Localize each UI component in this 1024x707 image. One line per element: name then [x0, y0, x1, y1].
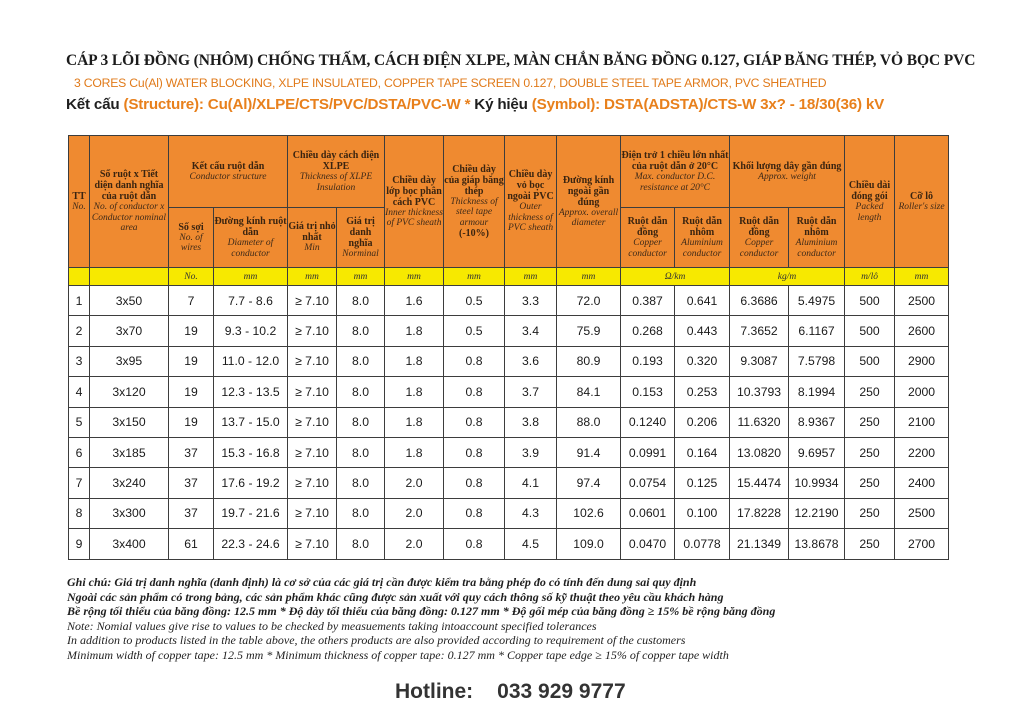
table-cell: ≥ 7.10	[288, 529, 337, 559]
table-row	[69, 437, 949, 467]
table-cell: 3.8	[505, 407, 557, 437]
table-cell: 7	[69, 468, 90, 498]
table-cell: 37	[169, 468, 214, 498]
table-cell: 9.3 - 10.2	[214, 316, 288, 346]
table-cell: 2000	[895, 377, 949, 407]
col-xlpe-nom: Giá trị danh nghĩa Norminal	[337, 208, 385, 268]
table-cell: 3x150	[90, 407, 169, 437]
table-cell: 61	[169, 529, 214, 559]
table-cell: 17.6 - 19.2	[214, 468, 288, 498]
table-cell: 3x185	[90, 437, 169, 467]
unit-cell	[69, 268, 90, 286]
table-cell: 6.1167	[789, 316, 845, 346]
symbol-value: DSTA(ADSTA)/CTS-W 3x? - 18/30(36) kV	[604, 96, 885, 113]
table-cell: 0.253	[675, 377, 730, 407]
table-cell: 500	[845, 346, 895, 376]
table-cell: 0.193	[621, 346, 675, 376]
table-cell: 109.0	[557, 529, 621, 559]
table-cell: 3.6	[505, 346, 557, 376]
unit-cell: mm	[337, 268, 385, 286]
table-cell: 7.5798	[789, 346, 845, 376]
table-cell: ≥ 7.10	[288, 286, 337, 316]
table-cell: 1	[69, 286, 90, 316]
table-cell: 9.6957	[789, 437, 845, 467]
table-cell: 21.1349	[730, 529, 789, 559]
table-cell: 37	[169, 437, 214, 467]
header-row-1	[69, 136, 949, 208]
note-vi-2: Ngoài các sản phẩm có trong bảng, các sản phẩm khác cũng được sản xuất với quy cách thông số kỹ thuật theo yêu cầu khách hàng	[67, 589, 724, 604]
table-cell: 0.0601	[621, 498, 675, 528]
unit-cell: mm	[557, 268, 621, 286]
table-cell: 19	[169, 346, 214, 376]
table-cell: 8	[69, 498, 90, 528]
table-cell: 6.3686	[730, 286, 789, 316]
note-vi-3: Bề rộng tối thiểu của băng đồng: 12.5 mm * Độ dày tối thiểu của băng đồng: 0.127 mm * Độ gối mép của băng đồng ≥ 15% bề rộng băng đồng	[67, 604, 776, 619]
hotline-number[interactable]: 033 929 9777	[497, 680, 626, 703]
table-cell: 17.8228	[730, 498, 789, 528]
table-cell: 8.0	[337, 286, 385, 316]
table-cell: 0.8	[444, 529, 505, 559]
table-cell: 250	[845, 377, 895, 407]
table-cell: 0.8	[444, 346, 505, 376]
table-cell: 1.8	[385, 346, 444, 376]
table-cell: 80.9	[557, 346, 621, 376]
unit-cell: mm	[288, 268, 337, 286]
symbol-label-en: (Symbol):	[531, 96, 605, 113]
table-row	[69, 529, 949, 559]
table-cell: 0.5	[444, 316, 505, 346]
table-cell: 4.5	[505, 529, 557, 559]
table-cell: 13.7 - 15.0	[214, 407, 288, 437]
table-cell: 2.0	[385, 468, 444, 498]
table-cell: 10.9934	[789, 468, 845, 498]
col-size: Số ruột x Tiết diện danh nghĩa của ruột dẫn No. of conductor x Conductor nominal area	[90, 136, 169, 268]
col-inner: Chiều dày lớp bọc phân cách PVC Inner thickness of PVC sheath	[385, 136, 444, 268]
table-cell: 0.153	[621, 377, 675, 407]
table-cell: 0.8	[444, 468, 505, 498]
table-cell: 0.5	[444, 286, 505, 316]
table-row	[69, 468, 949, 498]
table-cell: 91.4	[557, 437, 621, 467]
table-cell: 4.3	[505, 498, 557, 528]
symbol-label: Ký hiệu	[474, 96, 532, 113]
table-cell: 2500	[895, 286, 949, 316]
table-cell: 0.0778	[675, 529, 730, 559]
table-cell: 1.8	[385, 407, 444, 437]
col-roller: Cỡ lô Roller's size	[895, 136, 949, 268]
unit-cell	[90, 268, 169, 286]
structure-line	[66, 96, 884, 113]
table-cell: 1.8	[385, 316, 444, 346]
unit-cell: mm	[385, 268, 444, 286]
table-cell: ≥ 7.10	[288, 437, 337, 467]
table-cell: 3x50	[90, 286, 169, 316]
table-cell: 19	[169, 407, 214, 437]
table-cell: 2.0	[385, 498, 444, 528]
page-subtitle: 3 CORES Cu(Al) WATER BLOCKING, XLPE INSULATED, COPPER TAPE SCREEN 0.127, DOUBLE STEEL TAPE ARMOR, PVC SHEATHED	[74, 76, 827, 90]
table-cell: 75.9	[557, 316, 621, 346]
note-en-1: Note: Nomial values give rise to values to be checked by measuements taking intoaccount specified tolerances	[67, 618, 597, 633]
table-cell: 2200	[895, 437, 949, 467]
note-vi-1: Ghi chú: Giá trị danh nghĩa (danh định) là cơ sở của các giá trị cần được kiểm tra bằng phép đo có tính đến dung sai quy định	[67, 575, 697, 589]
table-cell: 8.1994	[789, 377, 845, 407]
col-od: Đường kính ngoài gần đúng Approx. overall diameter	[557, 136, 621, 268]
table-cell: 84.1	[557, 377, 621, 407]
unit-cell: mm	[214, 268, 288, 286]
col-outer: Chiều dày vỏ bọc ngoài PVC Outer thickness of PVC sheath	[505, 136, 557, 268]
table-cell: 8.9367	[789, 407, 845, 437]
page-title: CÁP 3 LÕI ĐỒNG (NHÔM) CHỐNG THẤM, CÁCH ĐIỆN XLPE, MÀN CHẮN BĂNG ĐỒNG 0.127, GIÁP BĂNG THÉP, VỎ BỌC PVC	[66, 52, 976, 69]
table-cell: 3x95	[90, 346, 169, 376]
table-cell: 12.2190	[789, 498, 845, 528]
table-cell: 7.7 - 8.6	[214, 286, 288, 316]
table-cell: 8.0	[337, 377, 385, 407]
table-cell: 2.0	[385, 529, 444, 559]
table-cell: 0.8	[444, 498, 505, 528]
table-cell: 10.3793	[730, 377, 789, 407]
table-cell: 8.0	[337, 437, 385, 467]
table-cell: 12.3 - 13.5	[214, 377, 288, 407]
table-cell: 0.8	[444, 377, 505, 407]
table-cell: 0.641	[675, 286, 730, 316]
col-resist-al: Ruột dẫn nhôm Aluminium conductor	[675, 208, 730, 268]
col-weight: Khối lượng dây gần đúng Approx. weight	[730, 136, 845, 208]
table-cell: 5	[69, 407, 90, 437]
table-cell: 72.0	[557, 286, 621, 316]
table-cell: 102.6	[557, 498, 621, 528]
table-cell: 19	[169, 377, 214, 407]
table-cell: 0.443	[675, 316, 730, 346]
structure-value: Cu(Al)/XLPE/CTS/PVC/DSTA/PVC-W *	[207, 96, 475, 113]
table-cell: 0.8	[444, 407, 505, 437]
table-cell: 4.1	[505, 468, 557, 498]
table-cell: ≥ 7.10	[288, 407, 337, 437]
table-cell: 250	[845, 468, 895, 498]
table-cell: 0.100	[675, 498, 730, 528]
table-cell: 13.8678	[789, 529, 845, 559]
table-cell: 500	[845, 316, 895, 346]
col-xlpe-min: Giá trị nhỏ nhất Min	[288, 208, 337, 268]
table-cell: 3	[69, 346, 90, 376]
table-cell: 7.3652	[730, 316, 789, 346]
table-cell: 2	[69, 316, 90, 346]
table-cell: 1.6	[385, 286, 444, 316]
table-cell: 250	[845, 529, 895, 559]
table-cell: 4	[69, 377, 90, 407]
unit-cell: m/lô	[845, 268, 895, 286]
table-cell: 0.0991	[621, 437, 675, 467]
table-cell: 15.3 - 16.8	[214, 437, 288, 467]
table-cell: 2400	[895, 468, 949, 498]
table-cell: 9.3087	[730, 346, 789, 376]
table-cell: 3x70	[90, 316, 169, 346]
table-cell: ≥ 7.10	[288, 346, 337, 376]
unit-cell: Ω/km	[621, 268, 730, 286]
col-resist-cu: Ruột dẫn đồng Copper conductor	[621, 208, 675, 268]
table-row	[69, 316, 949, 346]
hotline-label: Hotline:	[395, 680, 474, 703]
table-cell: 8.0	[337, 468, 385, 498]
table-cell: 0.206	[675, 407, 730, 437]
table-cell: 88.0	[557, 407, 621, 437]
table-cell: 3x300	[90, 498, 169, 528]
table-cell: 37	[169, 498, 214, 528]
table-cell: 3x240	[90, 468, 169, 498]
col-armour: Chiều dày của giáp băng thép Thickness of steel tape armour (-10%)	[444, 136, 505, 268]
table-row	[69, 377, 949, 407]
table-cell: 1.8	[385, 437, 444, 467]
table-cell: 19	[169, 316, 214, 346]
table-cell: 0.8	[444, 437, 505, 467]
table-cell: 250	[845, 437, 895, 467]
col-weight-cu: Ruột dẫn đồng Copper conductor	[730, 208, 789, 268]
table-row	[69, 286, 949, 316]
table-cell: 97.4	[557, 468, 621, 498]
col-weight-al: Ruột dẫn nhôm Aluminium conductor	[789, 208, 845, 268]
table-cell: 0.320	[675, 346, 730, 376]
table-row	[69, 498, 949, 528]
table-cell: 0.164	[675, 437, 730, 467]
col-packed: Chiều dài đóng gói Packed length	[845, 136, 895, 268]
table-cell: 8.0	[337, 529, 385, 559]
specification-table	[68, 135, 949, 560]
table-cell: 2500	[895, 498, 949, 528]
hotline	[395, 680, 626, 704]
table-cell: 11.0 - 12.0	[214, 346, 288, 376]
structure-label: Kết cấu	[66, 96, 124, 113]
col-xlpe: Chiều dày cách điện XLPE Thickness of XLPE Insulation	[288, 136, 385, 208]
table-row	[69, 407, 949, 437]
table-cell: 13.0820	[730, 437, 789, 467]
table-cell: 0.1240	[621, 407, 675, 437]
table-cell: 2100	[895, 407, 949, 437]
table-cell: 0.125	[675, 468, 730, 498]
note-en-3: Minimum width of copper tape: 12.5 mm * Minimum thickness of copper tape: 0.127 mm * Copper tape edge ≥ 15% of copper tape width	[67, 647, 729, 662]
table-cell: 5.4975	[789, 286, 845, 316]
table-cell: 7	[169, 286, 214, 316]
table-cell: 15.4474	[730, 468, 789, 498]
unit-cell: No.	[169, 268, 214, 286]
note-en-2: In addition to products listed in the table above, the others products are also provided according to requirement of the customers	[67, 633, 686, 648]
table-cell: 0.268	[621, 316, 675, 346]
table-cell: 3x400	[90, 529, 169, 559]
table-cell: 8.0	[337, 498, 385, 528]
unit-cell: mm	[505, 268, 557, 286]
table-cell: 3.9	[505, 437, 557, 467]
table-cell: 250	[845, 498, 895, 528]
table-cell: 3.3	[505, 286, 557, 316]
table-cell: 500	[845, 286, 895, 316]
table-cell: 0.0470	[621, 529, 675, 559]
table-cell: 2700	[895, 529, 949, 559]
col-resistance: Điện trở 1 chiều lớn nhất của ruột dẫn ở 20°C Max. conductor D.C. resistance at 20°C	[621, 136, 730, 208]
table-cell: 3.7	[505, 377, 557, 407]
unit-cell: kg/m	[730, 268, 845, 286]
table-cell: 8.0	[337, 316, 385, 346]
table-cell: 3.4	[505, 316, 557, 346]
col-diameter: Đường kính ruột dẫn Diameter of conductor	[214, 208, 288, 268]
col-structure: Kết cấu ruột dẫn Conductor structure	[169, 136, 288, 208]
table-cell: 22.3 - 24.6	[214, 529, 288, 559]
table-cell: ≥ 7.10	[288, 377, 337, 407]
unit-cell: mm	[895, 268, 949, 286]
table-row	[69, 346, 949, 376]
table-cell: 0.0754	[621, 468, 675, 498]
col-wires: Số sợi No. of wires	[169, 208, 214, 268]
unit-cell: mm	[444, 268, 505, 286]
table-cell: 9	[69, 529, 90, 559]
table-cell: 8.0	[337, 407, 385, 437]
table-cell: 2600	[895, 316, 949, 346]
table-cell: ≥ 7.10	[288, 468, 337, 498]
table-cell: 1.8	[385, 377, 444, 407]
table-cell: 250	[845, 407, 895, 437]
units-row	[69, 268, 949, 286]
table-cell: ≥ 7.10	[288, 316, 337, 346]
table-cell: ≥ 7.10	[288, 498, 337, 528]
col-tt: TT No.	[69, 136, 90, 268]
table-cell: 11.6320	[730, 407, 789, 437]
notes	[67, 575, 775, 663]
structure-label-en: (Structure):	[123, 96, 208, 113]
table-cell: 19.7 - 21.6	[214, 498, 288, 528]
table-cell: 6	[69, 437, 90, 467]
table-cell: 3x120	[90, 377, 169, 407]
table-cell: 2900	[895, 346, 949, 376]
table-cell: 8.0	[337, 346, 385, 376]
table-cell: 0.387	[621, 286, 675, 316]
